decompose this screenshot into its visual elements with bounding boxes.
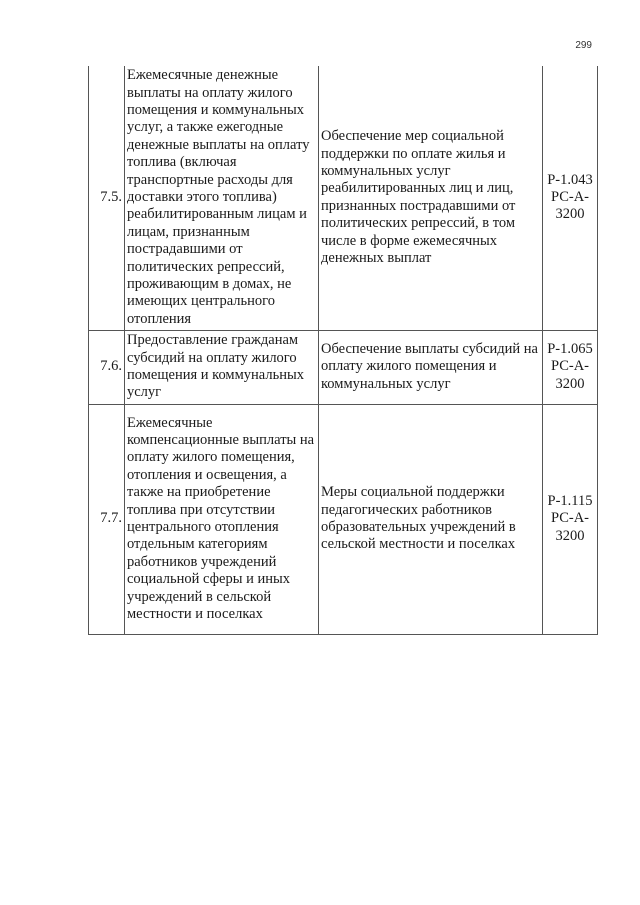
measure-description: Обеспечение мер социальной поддержки по оплате жилья и коммунальных услуг реабилитированных лиц и лиц, признанных пострадавшими от политических репрессий, в том числе в форме ежемесячных денежных выплат — [319, 66, 543, 330]
measure-name: Ежемесячные компенсационные выплаты на оплату жилого помещения, отопления и освещения, а также на приобретение топлива при отсутствии центрального отопления отдельным категориям работников учреждений социальной сферы и иных учреждений в сельской местности и поселках — [125, 404, 319, 634]
document-table — [88, 66, 598, 635]
measure-description: Обеспечение выплаты субсидий на оплату жилого помещения и коммунальных услуг — [319, 330, 543, 404]
code-line: Р-1.115 — [547, 492, 593, 509]
measure-code — [543, 330, 598, 404]
code-line: Р-1.043 — [547, 171, 593, 188]
measure-code — [543, 66, 598, 330]
row-number: 7.6. — [89, 330, 125, 404]
code-line: РС-А- — [550, 358, 590, 375]
code-line: РС-А- — [550, 510, 590, 527]
table-row — [89, 330, 598, 404]
code-line: Р-1.065 — [547, 340, 593, 357]
measure-name: Предоставление гражданам субсидий на оплату жилого помещения и коммунальных услуг — [125, 330, 319, 404]
page-number: 299 — [575, 40, 592, 51]
table-row — [89, 66, 598, 330]
table-row — [89, 404, 598, 634]
code-line: РС-А- — [550, 189, 590, 206]
code-line: 3200 — [555, 375, 585, 392]
code-line: 3200 — [555, 527, 585, 544]
measure-code — [543, 404, 598, 634]
measure-name: Ежемесячные денежные выплаты на оплату жилого помещения и коммунальных услуг, а также ежегодные денежные выплаты на оплату топлива (включая транспортные расходы для доставки этого топлива) реабилитированным лицам и лицам, признанным пострадавшими от политических репрессий, проживающим в домах, не имеющих центрального отопления — [125, 66, 319, 330]
row-number: 7.7. — [89, 404, 125, 634]
measure-description: Меры социальной поддержки педагогических работников образовательных учреждений в сельской местности и поселках — [319, 404, 543, 634]
row-number: 7.5. — [89, 66, 125, 330]
code-line: 3200 — [555, 206, 585, 223]
